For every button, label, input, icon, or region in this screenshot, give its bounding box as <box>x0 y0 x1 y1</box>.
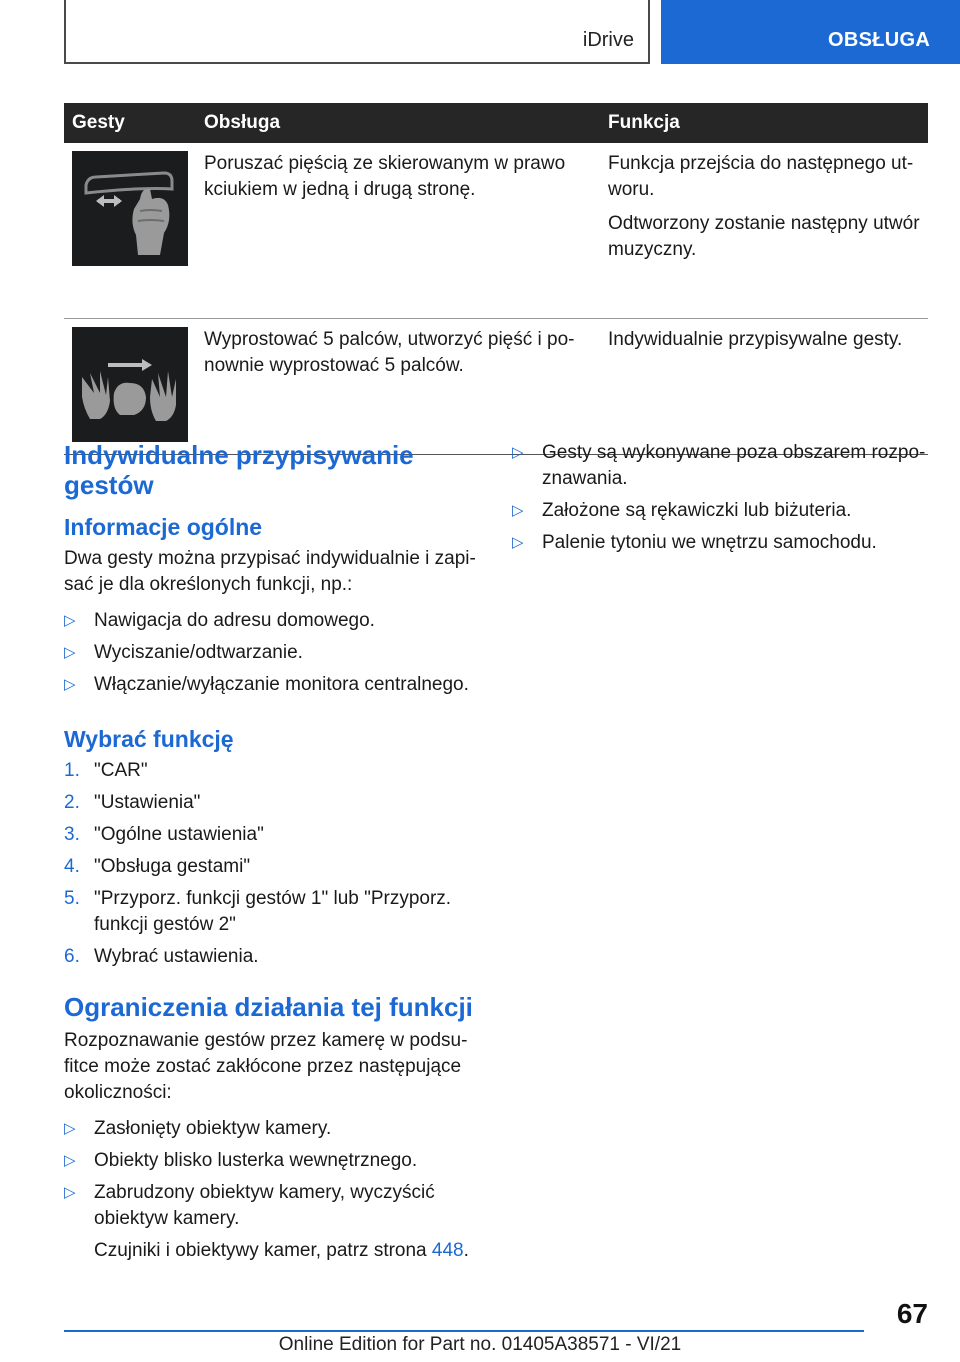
limits-list-left <box>64 1116 478 1232</box>
list-item: ▷ Zasłonięty obiektyw kamery. <box>64 1116 478 1142</box>
col-header-operation: Obsługa <box>196 103 600 143</box>
general-examples-list <box>64 608 478 698</box>
triangle-bullet-icon: ▷ <box>64 644 76 661</box>
step-item: 5. "Przyporz. funkcji gestów 1" lub "Przyporz. funkcji gestów 2" <box>64 888 452 935</box>
list-item: ▷ Zabrudzony obiektyw kamery, wyczyścić obiektyw kamery. <box>64 1182 435 1229</box>
triangle-bullet-icon: ▷ <box>512 534 524 551</box>
operation-text: Wyprostować 5 palców, utworzyć pięść i ponownie wyprostować 5 palców. <box>204 328 575 376</box>
function-text: Indywidualnie przypisywalne gesty. <box>608 328 903 350</box>
section-title-custom-gestures: Indywidualne przypisywanie gestów <box>64 440 414 500</box>
triangle-bullet-icon: ▷ <box>64 1152 76 1169</box>
list-item: ▷ Palenie tytoniu we wnętrzu samochodu. <box>512 530 928 556</box>
list-item: ▷ Nawigacja do adresu domowego. <box>64 608 478 634</box>
footer-divider <box>64 1330 864 1332</box>
operation-text: Poruszać pięścią ze skierowanym w prawo kciukiem w jedną i drugą stronę. <box>204 153 566 200</box>
step-item: 3. "Ogólne ustawienia" <box>64 824 264 845</box>
col-header-gestures: Gesty <box>64 103 196 143</box>
section-label: iDrive <box>582 29 634 51</box>
step-item: 1. "CAR" <box>64 760 148 781</box>
function-text: Odtworzony zostanie następny utwór muzyczny. <box>608 213 920 260</box>
col-header-function: Funkcja <box>600 103 928 143</box>
limits-intro-text: Rozpoznawanie gestów przez kamerę w podsufitce może zostać zakłócone przez następujące okoliczności: <box>64 1030 468 1103</box>
triangle-bullet-icon: ▷ <box>64 676 76 693</box>
list-item: ▷ Gesty są wykonywane poza obszarem rozpoznawania. <box>512 442 926 489</box>
list-item: ▷ Obiekty blisko lusterka wewnętrznego. <box>64 1148 478 1174</box>
triangle-bullet-icon: ▷ <box>64 1120 76 1137</box>
chapter-label: OBSŁUGA <box>828 29 931 51</box>
section-tab <box>64 0 650 64</box>
function-cell <box>600 318 928 454</box>
right-column <box>512 440 928 562</box>
footer-edition: Online Edition for Part no. 01405A38571 - VI/21 <box>278 1334 682 1355</box>
general-intro-text: Dwa gesty można przypisać indywidualnie i zapisać je dla określonych funkcji, np.: <box>64 548 476 595</box>
subsection-title-general: Informacje ogólne <box>64 514 263 540</box>
gesture-cell <box>64 318 196 454</box>
operation-cell <box>196 318 600 454</box>
select-steps-list <box>64 758 478 970</box>
triangle-bullet-icon: ▷ <box>64 1184 76 1201</box>
page-link[interactable]: 448 <box>431 1240 464 1261</box>
page-header <box>0 0 960 66</box>
section-title-limits: Ograniczenia działania tej funkcji <box>64 992 473 1022</box>
list-item: ▷ Założone są rękawiczki lub biżuteria. <box>512 498 928 524</box>
step-item: 2. "Ustawienia" <box>64 792 201 813</box>
function-text: Funkcja przejścia do następnego utworu. <box>608 153 914 200</box>
table-row <box>64 318 928 454</box>
step-item: 4. "Obsługa gestami" <box>64 856 251 877</box>
triangle-bullet-icon: ▷ <box>512 444 524 461</box>
list-item: ▷ Wyciszanie/odtwarzanie. <box>64 640 478 666</box>
triangle-bullet-icon: ▷ <box>512 502 524 519</box>
table-row <box>64 143 928 318</box>
thumb-swipe-gesture-icon <box>72 151 188 266</box>
function-cell <box>600 143 928 318</box>
gesture-cell <box>64 143 196 318</box>
page-number: 67 <box>896 1298 928 1329</box>
subsection-title-select-function: Wybrać funkcję <box>64 726 234 752</box>
limits-list-right <box>512 440 928 556</box>
left-column <box>64 440 478 1264</box>
chapter-tab <box>661 0 960 64</box>
list-item: ▷ Włączanie/wyłączanie monitora centralnego. <box>64 672 478 698</box>
cross-reference-note: Czujniki i obiektywy kamer, patrz strona 448. <box>94 1240 469 1261</box>
operation-cell <box>196 143 600 318</box>
open-fist-open-gesture-icon <box>72 327 188 442</box>
triangle-bullet-icon: ▷ <box>64 612 76 629</box>
table-header-row <box>64 103 928 143</box>
step-item: 6. Wybrać ustawienia. <box>64 946 259 967</box>
gestures-table <box>64 103 928 455</box>
